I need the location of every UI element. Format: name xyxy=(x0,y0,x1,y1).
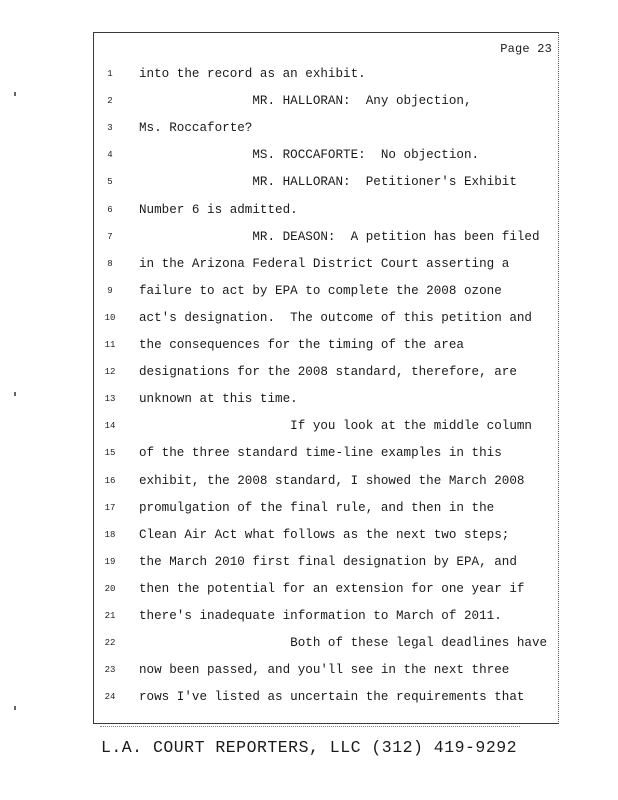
line-number: 19 xyxy=(104,556,116,567)
bottom-rule xyxy=(100,726,520,727)
page-number: Page 23 xyxy=(500,42,552,56)
line-text: unknown at this time. xyxy=(139,392,298,407)
line-text: MS. ROCCAFORTE: No objection. xyxy=(139,148,480,163)
transcript-line xyxy=(94,497,558,524)
line-number: 7 xyxy=(107,231,113,242)
line-number: 20 xyxy=(104,583,116,594)
line-number: 21 xyxy=(104,611,116,621)
line-text: If you look at the middle column xyxy=(139,419,532,434)
line-number: 5 xyxy=(107,177,113,188)
transcript-line xyxy=(94,226,558,253)
transcript-line xyxy=(94,361,558,388)
line-number: 8 xyxy=(107,258,113,269)
line-number: 24 xyxy=(104,692,116,703)
reporter-footer: L.A. COURT REPORTERS, LLC (312) 419-9292 xyxy=(100,738,518,757)
line-number: 1 xyxy=(107,69,113,79)
transcript-line xyxy=(94,253,558,280)
line-text: designations for the 2008 standard, therefore, are xyxy=(139,365,517,380)
transcript-line xyxy=(94,686,558,713)
line-text: then the potential for an extension for one year if xyxy=(139,581,525,596)
transcript-line xyxy=(94,632,558,659)
transcript-line xyxy=(94,551,558,578)
transcript-line xyxy=(94,307,558,334)
line-number: 17 xyxy=(104,502,116,513)
line-number: 4 xyxy=(107,150,113,161)
line-text: there's inadequate information to March of 2011. xyxy=(139,609,502,623)
transcript-line xyxy=(94,442,558,469)
line-text: failure to act by EPA to complete the 2008 ozone xyxy=(139,283,502,298)
line-number: 22 xyxy=(104,638,116,649)
line-text: now been passed, and you'll see in the next three xyxy=(139,663,510,678)
margin-mark xyxy=(14,706,16,710)
transcript-page xyxy=(93,32,559,724)
line-number: 3 xyxy=(107,123,113,134)
line-text: Both of these legal deadlines have xyxy=(139,636,548,651)
transcript-line xyxy=(94,199,558,226)
transcript-line xyxy=(94,117,558,144)
margin-mark xyxy=(14,92,16,96)
transcript-line xyxy=(94,144,558,171)
line-number: 23 xyxy=(104,665,116,676)
line-text: MR. DEASON: A petition has been filed xyxy=(139,229,540,244)
transcript-line xyxy=(94,470,558,497)
transcript-line xyxy=(94,90,558,117)
line-number: 18 xyxy=(104,529,116,540)
line-text: promulgation of the final rule, and then in the xyxy=(139,500,495,515)
transcript-line xyxy=(94,63,558,90)
transcript-line xyxy=(94,578,558,605)
line-text: rows I've listed as uncertain the requirements that xyxy=(139,690,525,705)
line-text: in the Arizona Federal District Court asserting a xyxy=(139,256,510,271)
line-number: 14 xyxy=(104,421,116,432)
line-text: exhibit, the 2008 standard, I showed the March 2008 xyxy=(139,473,525,488)
transcript-line xyxy=(94,334,558,361)
line-text: Clean Air Act what follows as the next two steps; xyxy=(139,527,510,542)
line-text: of the three standard time-line examples in this xyxy=(139,446,502,461)
transcript-line xyxy=(94,280,558,307)
line-text: act's designation. The outcome of this petition and xyxy=(139,310,532,325)
line-text: the consequences for the timing of the area xyxy=(139,338,464,352)
line-number: 11 xyxy=(104,340,116,350)
transcript-line xyxy=(94,171,558,198)
line-number: 16 xyxy=(104,475,116,486)
transcript-line xyxy=(94,524,558,551)
transcript-line xyxy=(94,605,558,632)
line-number: 2 xyxy=(107,96,113,107)
line-text: the March 2010 first final designation by EPA, and xyxy=(139,554,517,569)
transcript-line xyxy=(94,415,558,442)
line-number: 9 xyxy=(107,285,113,296)
margin-mark xyxy=(14,392,16,396)
line-number: 12 xyxy=(104,367,116,378)
line-text: into the record as an exhibit. xyxy=(139,67,366,81)
line-number: 10 xyxy=(104,312,116,323)
line-text: Number 6 is admitted. xyxy=(139,202,298,217)
line-text: MR. HALLORAN: Any objection, xyxy=(139,94,472,109)
transcript-line xyxy=(94,659,558,686)
line-number: 13 xyxy=(104,394,116,405)
line-number: 6 xyxy=(107,204,113,215)
line-text: MR. HALLORAN: Petitioner's Exhibit xyxy=(139,175,517,190)
line-number: 15 xyxy=(104,448,116,459)
transcript-line xyxy=(94,388,558,415)
line-text: Ms. Roccaforte? xyxy=(139,121,253,136)
